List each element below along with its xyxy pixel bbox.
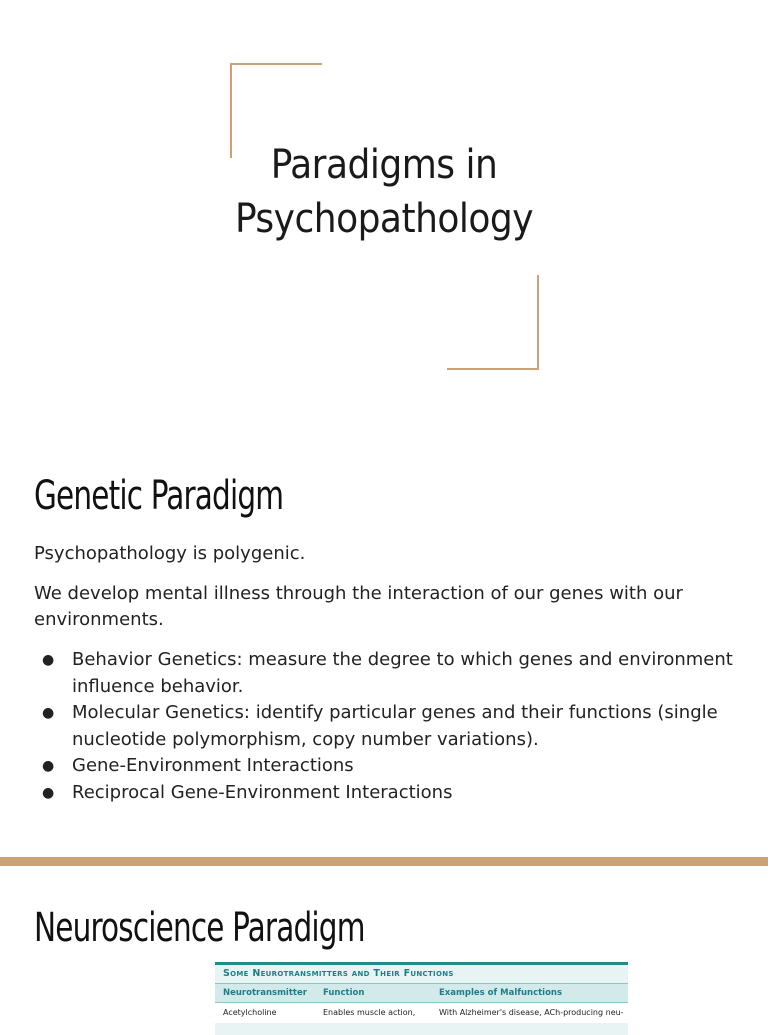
bullet-icon: ● bbox=[42, 758, 55, 774]
bullet-list bbox=[34, 647, 734, 806]
neurotransmitter-table bbox=[215, 962, 628, 1035]
neuroscience-paradigm-slide bbox=[0, 866, 768, 1024]
list-item bbox=[34, 700, 734, 753]
title-line-2: Psychopathology bbox=[234, 196, 534, 242]
table-caption: Some Neurotransmitters and Their Functions bbox=[223, 968, 454, 979]
paragraph-polygenic: Psychopathology is polygenic. bbox=[34, 543, 306, 564]
corner-bracket-bottom-right-vertical bbox=[537, 275, 539, 370]
list-item bbox=[34, 647, 734, 700]
list-item-text: Gene-Environment Interactions bbox=[72, 755, 354, 776]
corner-bracket-top-left bbox=[230, 63, 322, 65]
list-item bbox=[34, 780, 734, 807]
bullet-icon: ● bbox=[42, 652, 55, 668]
table-header-row bbox=[215, 983, 628, 1003]
bullet-icon: ● bbox=[42, 705, 55, 721]
list-item-text: Behavior Genetics: measure the degree to which genes and environment influence behavior. bbox=[72, 649, 733, 697]
genetic-paradigm-slide bbox=[0, 440, 768, 858]
list-item-text: Reciprocal Gene-Environment Interactions bbox=[72, 781, 453, 803]
column-header-neurotransmitter: Neurotransmitter bbox=[223, 988, 307, 998]
list-item-text: Molecular Genetics: identify particular genes and their functions (single nucleotide polymorphism, copy number variations). bbox=[72, 702, 718, 750]
slide-heading: Neuroscience Paradigm bbox=[34, 905, 365, 951]
table-cell: Acetylcholine bbox=[223, 1008, 277, 1017]
bullet-icon: ● bbox=[42, 784, 55, 801]
corner-bracket-bottom-right bbox=[447, 368, 539, 370]
table-row bbox=[215, 1003, 628, 1023]
slide-heading: Genetic Paradigm bbox=[34, 473, 284, 519]
list-item bbox=[34, 753, 734, 780]
page-title bbox=[0, 138, 768, 246]
column-header-function: Function bbox=[323, 988, 365, 998]
slide-divider bbox=[0, 857, 768, 866]
table-cell: With Alzheimer's disease, ACh-producing neu- bbox=[439, 1008, 624, 1017]
title-slide bbox=[0, 0, 768, 420]
title-line-1: Paradigms in bbox=[270, 142, 498, 188]
column-header-malfunctions: Examples of Malfunctions bbox=[439, 988, 563, 998]
table-cell: Enables muscle action, bbox=[323, 1008, 416, 1017]
paragraph-interaction: We develop mental illness through the interaction of our genes with our environments. bbox=[34, 583, 683, 630]
